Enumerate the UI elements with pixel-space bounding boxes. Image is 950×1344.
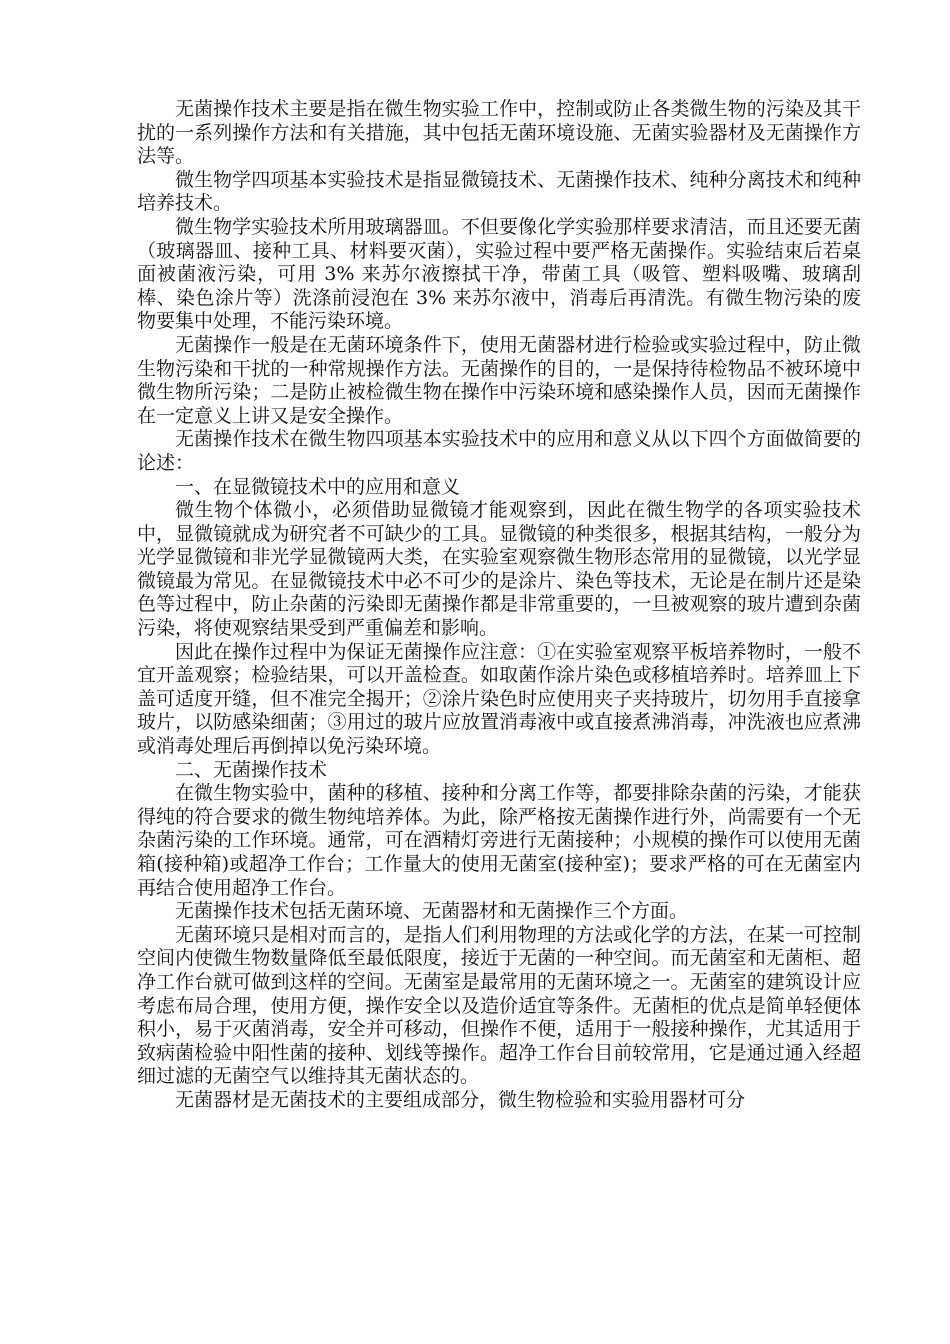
paragraph-precautions: 因此在操作过程中为保证无菌操作应注意：①在实验室观察平板培养物时，一般不宜开盖观察；检验结果，可以开盖检查。如取菌作涂片染色或移植培养时。培养皿上下盖可适度开缝，但不准完全揭开；②涂片染色时应使用夹子夹持玻片，切勿用手直接拿玻片，以防感染细菌；③用过的玻片应放置消毒液中或直接煮沸消毒，冲洗液也应煮沸或消毒处理后再倒掉以免污染环境。: [137, 640, 861, 758]
paragraph-aseptic-environment-need: 在微生物实验中，菌种的移植、接种和分离工作等，都要排除杂菌的污染，才能获得纯的符合要求的微生物纯培养体。为此，除严格按无菌操作进行外，尚需要有一个无杂菌污染的工作环境。通常，可在酒精灯旁进行无菌接种；小规模的操作可以使用无菌箱(接种箱)或超净工作台；工作量大的使用无菌室(接种室)；要求严格的可在无菌室内再结合使用超净工作台。: [137, 782, 861, 899]
paragraph-aseptic-equipment: 无菌器材是无菌技术的主要组成部分，微生物检验和实验用器材可分: [175, 1088, 746, 1111]
paragraph-intro: 无菌操作技术主要是指在微生物实验工作中，控制或防止各类微生物的污染及其干扰的一系列操作方法和有关措施，其中包括无菌环境设施、无菌实验器材及无菌操作方法等。: [137, 98, 861, 168]
section-heading-aseptic-technique: 二、无菌操作技术: [175, 758, 328, 781]
paragraph-aseptic-definition: 无菌操作一般是在无菌环境条件下，使用无菌器材进行检验或实验过程中，防止微生物污染和干扰的一种常规操作方法。无菌操作的目的，一是保持待检物品不被环境中微生物所污染；二是防止被检微生物在操作中污染环境和感染操作人员，因而无菌操作在一定意义上讲又是安全操作。: [137, 333, 861, 427]
paragraph-three-aspects: 无菌操作技术包括无菌环境、无菌器材和无菌操作三个方面。: [175, 900, 689, 923]
paragraph-aseptic-environment: 无菌环境只是相对而言的，是指人们利用物理的方法或化学的方法，在某一可控制空间内使微生物数量降低至最低限度，接近于无菌的一种空间。而无菌室和无菌柜、超净工作台就可做到这样的空间。无菌室是最常用的无菌环境之一。无菌室的建筑设计应考虑布局合理，使用方便，操作安全以及造价适宜等条件。无菌柜的优点是简单轻便体积小，易于灭菌消毒，安全并可移动，但操作不便，适用于一般接种操作，尤其适用于致病菌检验中阳性菌的接种、划线等操作。超净工作台目前较常用，它是通过通入经超细过滤的无菌空气以维持其无菌状态的。: [137, 923, 861, 1088]
paragraph-four-techniques: 微生物学四项基本实验技术是指显微镜技术、无菌操作技术、纯种分离技术和纯种培养技术。: [137, 168, 861, 215]
paragraph-glassware: 微生物学实验技术所用玻璃器皿。不但要像化学实验那样要求清洁，而且还要无菌（玻璃器皿、接种工具、材料要灭菌），实验过程中要严格无菌操作。实验结束后若桌面被菌液污染，可用 3% 来苏尔液擦拭干净，带菌工具（吸管、塑料吸嘴、玻璃刮棒、染色涂片等）洗涤前浸泡在 3% 来苏尔液中，消毒后再清洗。有微生物污染的废物要集中处理，不能污染环境。: [137, 215, 861, 333]
section-heading-microscopy: 一、在显微镜技术中的应用和意义: [175, 475, 461, 498]
document-body: [137, 98, 861, 1113]
paragraph-microscopy: 微生物个体微小，必须借助显微镜才能观察到，因此在微生物学的各项实验技术中，显微镜就成为研究者不可缺少的工具。显微镜的种类很多，根据其结构，一般分为光学显微镜和非光学显微镜两大类，在实验室观察微生物形态常用的显微镜，以光学显微镜最为常见。在显微镜技术中必不可少的是涂片、染色等技术，无论是在制片还是染色等过程中，防止杂菌的污染即无菌操作都是非常重要的，一旦被观察的玻片遭到杂菌污染，将使观察结果受到严重偏差和影响。: [137, 499, 861, 640]
paragraph-overview: 无菌操作技术在微生物四项基本实验技术中的应用和意义从以下四个方面做简要的论述：: [137, 428, 861, 474]
